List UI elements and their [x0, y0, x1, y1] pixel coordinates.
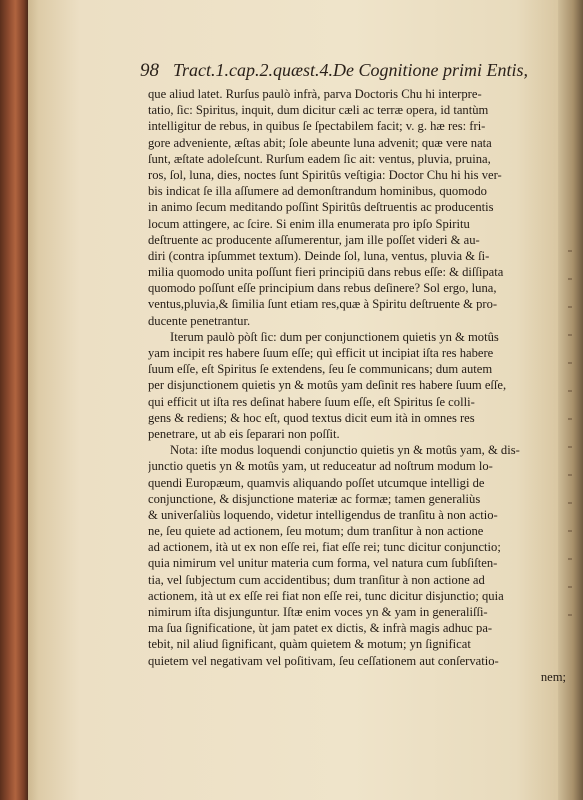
text-line: yam incipit res habere ſuum eſſe; quì efficit ut incipiat iſta res habere [148, 346, 494, 360]
text-line: quendi Europæum, quamvis aliquando poſſet utcumque intelligi de [148, 475, 485, 490]
book-spine [0, 0, 28, 800]
text-line: nimirum iſta disjunguntur. Iſtæ enim voces yn & yam in generaliſſi- [148, 605, 488, 619]
running-title: Tract.1.cap.2.quæst.4.De Cognitione primi Entis, [173, 60, 529, 80]
text-line: locum attingere, ac ſcire. Si enim illa enumerata pro ipſo Spiritu [148, 216, 470, 231]
paragraph-start-line: Nota: iſte modus loquendi conjunctio quietis yn & motûs yam, & dis- [170, 443, 520, 458]
text-line: penetrare, ut ab eis ſeparari non poſſit. [148, 426, 340, 441]
text-line: quia nimirum vel unitur materia cum forma, vel natura cum ſubſiſten- [148, 556, 498, 571]
text-line: ſuum eſſe, eſt Spiritus ſe extendens, ſeu ſe communicans; dum autem [148, 362, 493, 377]
catchword-line: nem; [540, 669, 566, 684]
text-line: & univerſaliùs loquendo, videtur intelligendus de tranſitu à non actio- [148, 507, 498, 522]
text-line: tatio, ſic: Spiritus, inquit, dum dicitur cæli ac terræ opera, id tantùm [148, 103, 489, 118]
text-line: que aliud latet. Rurſus paulò infrà, parva Doctoris Chu hi interpre- [148, 87, 482, 101]
text-line: gore adveniente, æſtas abit; ſole abeunte luna advenit; quæ vere nata [148, 135, 492, 150]
left-page-edge [28, 0, 38, 800]
text-line: conjunctione, & disjunctione materiæ ac formæ; tamen generaliùs [148, 491, 481, 506]
text-line: quietem vel negativam vel poſitivam, ſeu ceſſationem aut conſervatio- [148, 653, 499, 668]
edge-marks [564, 250, 578, 670]
text-line: deſtruente ac producente aſſumerentur, jam ille poſſet videri & au- [148, 232, 480, 247]
text-line: ducente penetrantur. [148, 313, 251, 328]
text-line: gens & rediens; & hoc eſt, quod textus dicit eum ità in omnes res [148, 410, 475, 425]
text-line: in animo ſecum meditando poſſint Spiritûs deſtruentis ac producentis [148, 200, 494, 215]
text-line: ventus,pluvia,& ſimilia ſunt etiam res,quæ à Spiritu deſtruente & pro- [148, 297, 498, 312]
page-number: 98 [140, 60, 159, 81]
text-line: ma ſua ſignificatione, ùt jam patet ex dictis, & infrà magis adhuc pa- [148, 621, 493, 636]
body-text [148, 86, 566, 685]
text-line: ne, ſeu quiete ad actionem, ſeu motum; dum tranſitur à non actione [148, 524, 484, 539]
text-line: bis indicat ſe illa aſſumere ad demonſtrandum hominibus, quomodo [148, 184, 487, 199]
text-line: qui efficit ut iſta res deſinat habere ſuum eſſe, eſt Spiritus ſe colli- [148, 394, 475, 409]
paragraph-start-line: Iterum paulò pòſt ſic: dum per conjunctionem quietis yn & motûs [170, 329, 499, 344]
running-header [140, 60, 550, 84]
text-line: junctio quetis yn & motûs yam, ut reduceatur ad noſtrum modum lo- [148, 459, 493, 474]
text-line: tia, vel ſubjectum cum accidentibus; dum tranſitur à non actione ad [148, 572, 485, 587]
text-line: ros, ſol, luna, dies, noctes ſunt Spiritûs veſtigia: Doctor Chu hi his ver- [148, 167, 502, 182]
text-line: ſunt, æſtate adoleſcunt. Rurſum eadem ſic ait: ventus, pluvia, pruina, [148, 151, 491, 166]
text-line: tebit, nil aliud ſignificant, quàm quietem & motum; yn ſignificat [148, 637, 471, 652]
text-line: actionem, ità ut ex eſſe rei fiat non eſſe rei, tunc dicitur disjunctio; quia [148, 588, 504, 603]
text-line: intelligitur de rebus, in quibus ſe ſpectabilem facit; v. g. hæ res: fri- [148, 119, 486, 134]
text-line: ad actionem, ità ut ex non eſſe rei, fiat eſſe rei; tunc dicitur conjunctio; [148, 540, 501, 555]
text-line: diri (contra ipſummet textum). Deinde ſol, luna, ventus, pluvia & ſi- [148, 248, 490, 263]
text-line: quomodo poſſunt eſſe principium dans rebus deſinere? Sol ergo, luna, [148, 281, 497, 296]
text-line: milia quomodo unita poſſunt fieri principiū dans rebus eſſe: & diſſipata [148, 265, 504, 280]
text-line: per disjunctionem quietis yn & motûs yam deſinit res habere ſuum eſſe, [148, 378, 507, 393]
